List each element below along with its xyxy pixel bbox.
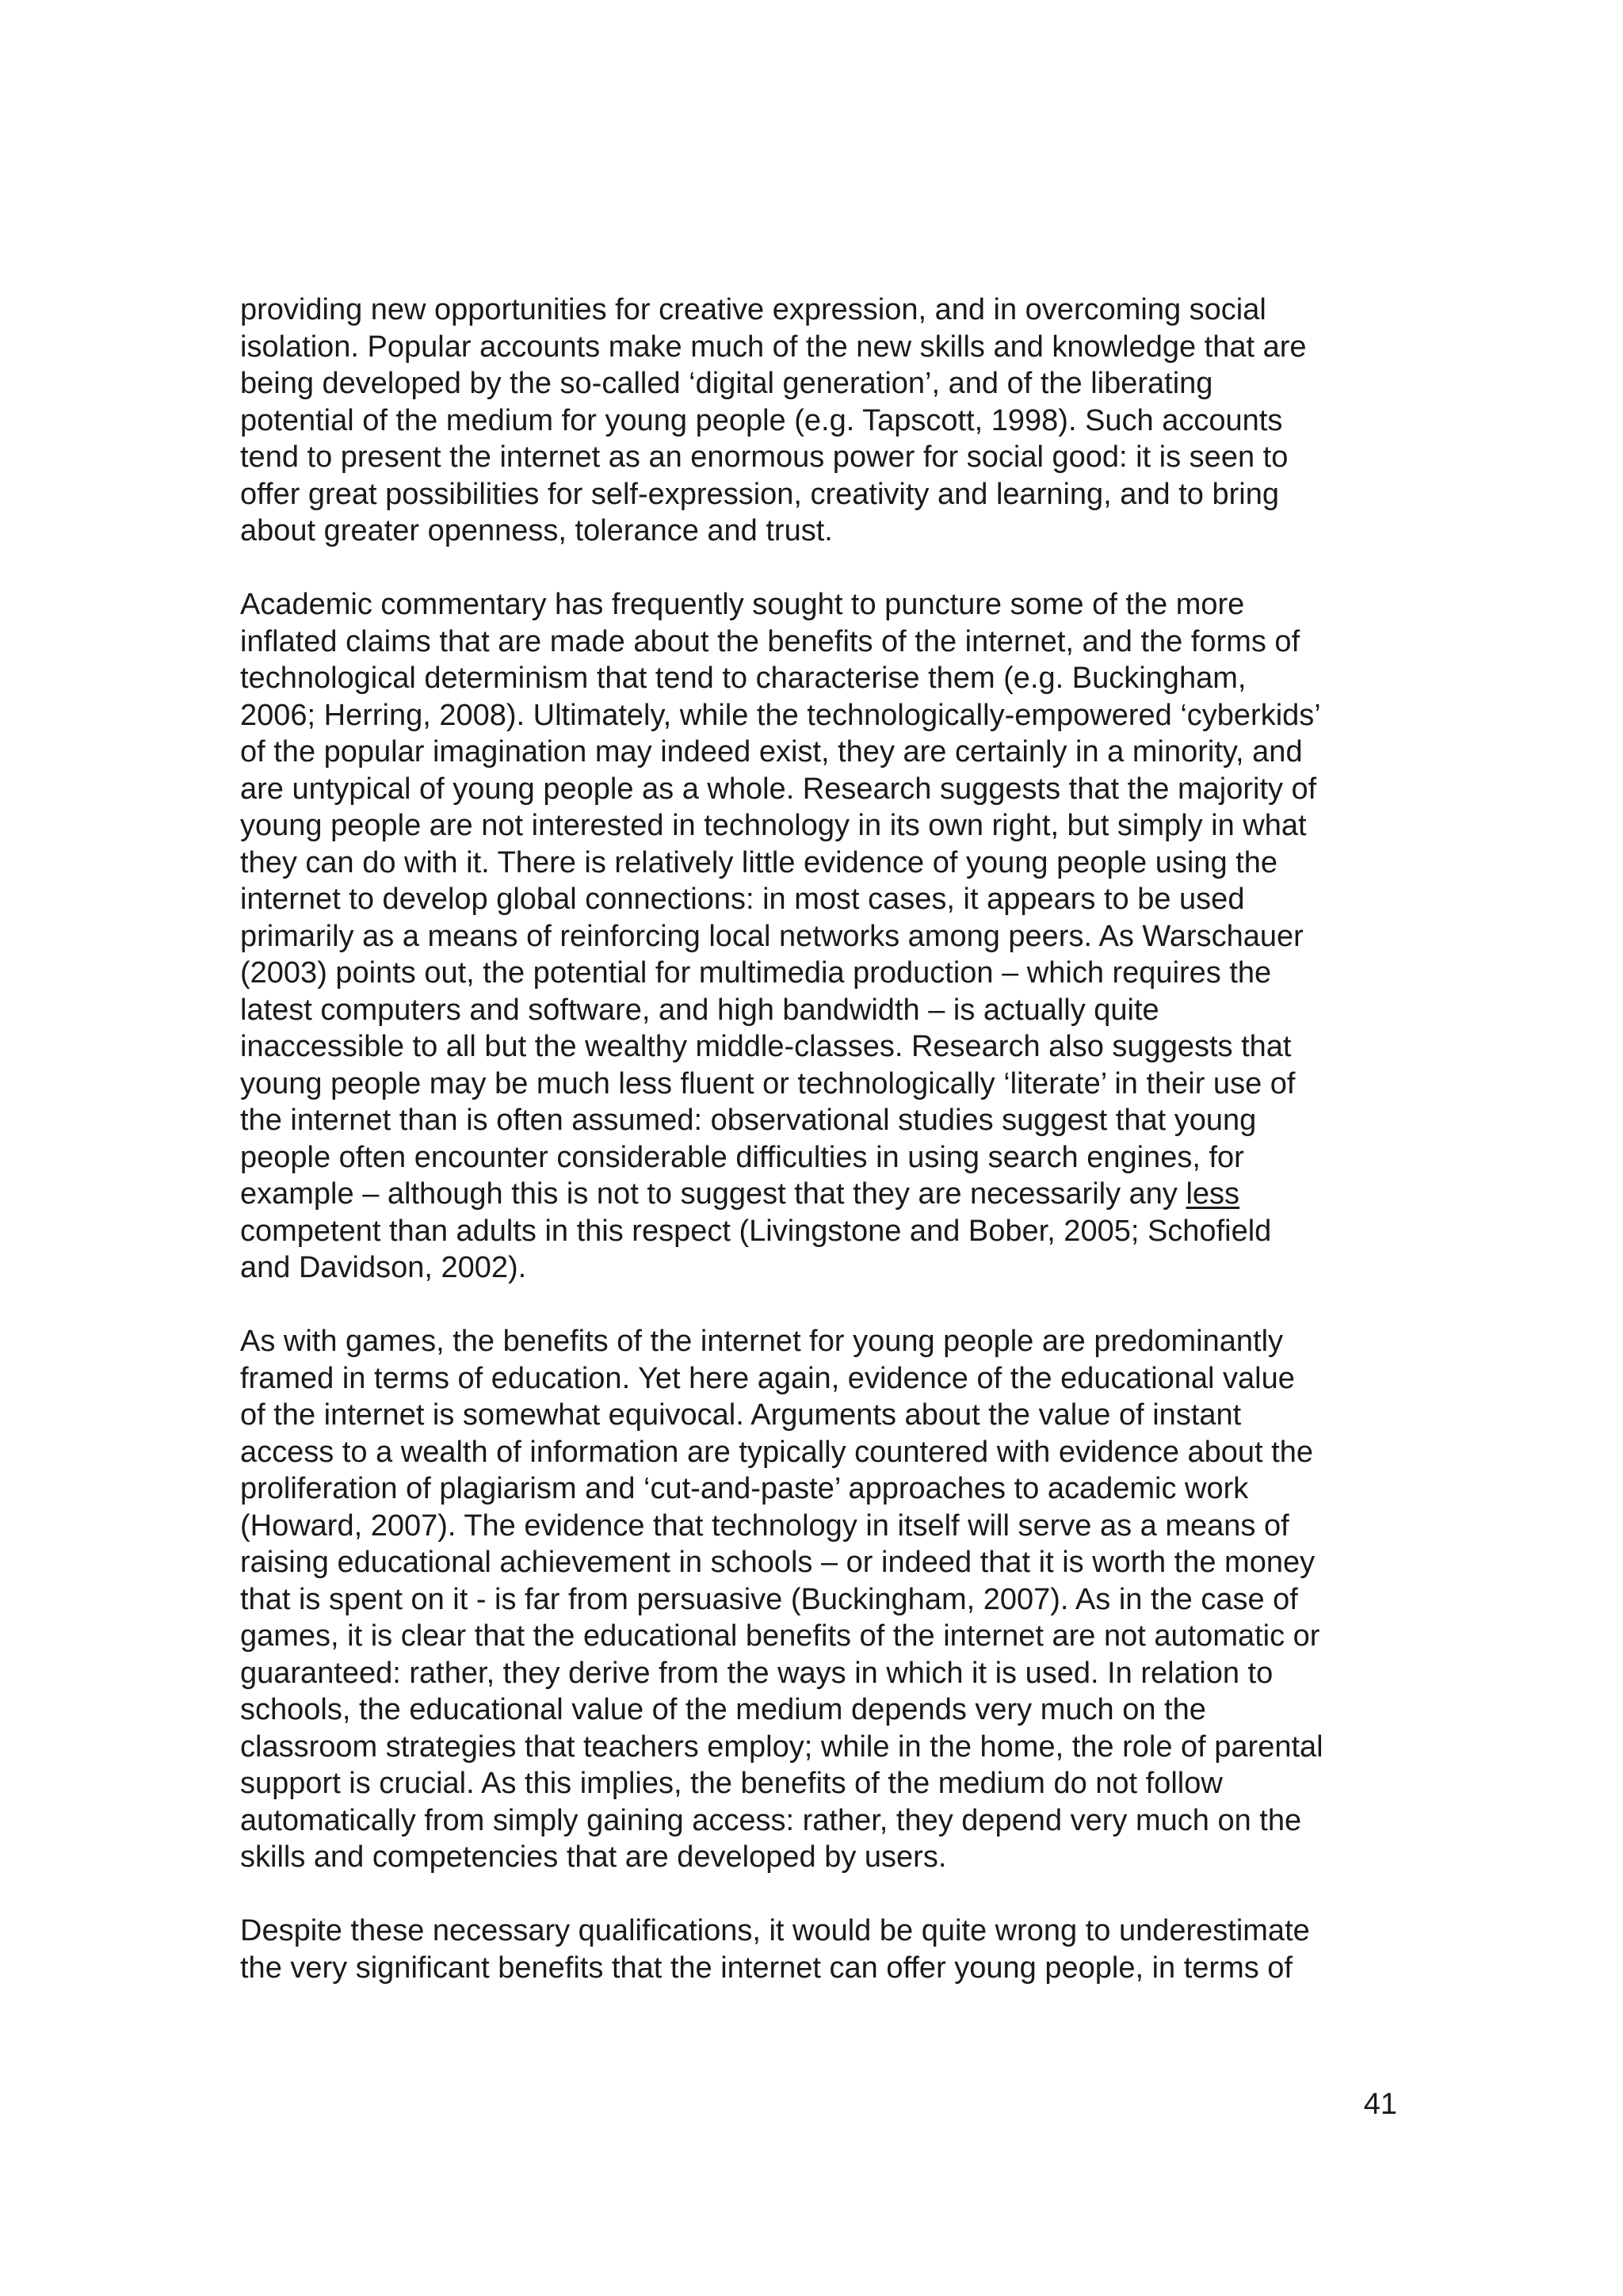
text-line: technological determinism that tend to characterise them (e.g. Buckingham, xyxy=(240,662,1247,695)
text-line: latest computers and software, and high bandwidth – is actually quite xyxy=(240,993,1159,1027)
paragraph-3 xyxy=(240,1323,1413,1876)
text-line: people often encounter considerable difficulties in using search engines, for xyxy=(240,1140,1244,1174)
text-line: competent than adults in this respect (Livingstone and Bober, 2005; Schofield xyxy=(240,1214,1272,1248)
text-line: framed in terms of education. Yet here again, evidence of the educational value xyxy=(240,1361,1295,1395)
paragraph-1 xyxy=(240,292,1413,550)
text-line: (Howard, 2007). The evidence that technology in itself will serve as a means of xyxy=(240,1508,1289,1543)
text-line: guaranteed: rather, they derive from the ways in which it is used. In relation to xyxy=(240,1656,1274,1690)
text-line: offer great possibilities for self-expression, creativity and learning, and to bring xyxy=(240,477,1279,511)
text-line: and Davidson, 2002). xyxy=(240,1251,527,1284)
text-line: 2006; Herring, 2008). Ultimately, while the technologically-empowered ‘cyberkids’ xyxy=(240,698,1321,732)
text-line-segment: example – although this is not to suggest that they are necessarily any xyxy=(240,1177,1186,1211)
underlined-word: less xyxy=(1186,1177,1240,1211)
text-line: about greater openness, tolerance and trust. xyxy=(240,514,833,547)
body-text xyxy=(240,292,1413,1986)
text-line: being developed by the so-called ‘digital generation’, and of the liberating xyxy=(240,367,1213,400)
text-line: proliferation of plagiarism and ‘cut-and-paste’ approaches to academic work xyxy=(240,1472,1249,1505)
text-line: schools, the educational value of the medium depends very much on the xyxy=(240,1693,1206,1726)
text-line: access to a wealth of information are typically countered with evidence about the xyxy=(240,1435,1313,1469)
text-line: the internet than is often assumed: observational studies suggest that young xyxy=(240,1104,1257,1137)
text-line: skills and competencies that are developed by users. xyxy=(240,1840,947,1874)
text-line: providing new opportunities for creative expression, and in overcoming social xyxy=(240,293,1266,326)
text-line: games, it is clear that the educational benefits of the internet are not automatic or xyxy=(240,1619,1320,1653)
text-line: they can do with it. There is relatively little evidence of young people using the xyxy=(240,845,1277,879)
text-line: potential of the medium for young people (e.g. Tapscott, 1998). Such accounts xyxy=(240,403,1283,437)
text-line: As with games, the benefits of the internet for young people are predominantly xyxy=(240,1325,1284,1358)
text-line: of the popular imagination may indeed exist, they are certainly in a minority, and xyxy=(240,735,1303,769)
text-line: inaccessible to all but the wealthy middle-classes. Research also suggests that xyxy=(240,1030,1292,1063)
text-line: internet to develop global connections: in most cases, it appears to be used xyxy=(240,883,1245,916)
text-line: primarily as a means of reinforcing local networks among peers. As Warschauer xyxy=(240,919,1304,953)
text-line: tend to present the internet as an enormous power for social good: it is seen to xyxy=(240,441,1289,474)
text-line-with-emphasis xyxy=(240,1176,1413,1213)
paragraph-2 xyxy=(240,586,1413,1287)
text-line: Despite these necessary qualifications, it would be quite wrong to underestimate xyxy=(240,1914,1310,1947)
page-number: 41 xyxy=(1363,2088,1397,2121)
text-line: young people are not interested in technology in its own right, but simply in what xyxy=(240,809,1307,842)
text-line: support is crucial. As this implies, the benefits of the medium do not follow xyxy=(240,1767,1223,1800)
text-line: classroom strategies that teachers employ; while in the home, the role of parental xyxy=(240,1730,1323,1764)
text-line: raising educational achievement in schools – or indeed that it is worth the money xyxy=(240,1546,1316,1579)
text-line: Academic commentary has frequently sought to puncture some of the more xyxy=(240,588,1245,621)
text-line: young people may be much less fluent or technologically ‘literate’ in their use of xyxy=(240,1066,1296,1100)
text-line: of the internet is somewhat equivocal. Arguments about the value of instant xyxy=(240,1398,1242,1432)
text-line: automatically from simply gaining access: rather, they depend very much on the xyxy=(240,1803,1302,1837)
text-line: (2003) points out, the potential for multimedia production – which requires the xyxy=(240,956,1272,990)
text-line: the very significant benefits that the internet can offer young people, in terms of xyxy=(240,1951,1293,1985)
paragraph-4 xyxy=(240,1913,1413,1986)
text-line: are untypical of young people as a whole. Research suggests that the majority of xyxy=(240,772,1317,806)
text-line: inflated claims that are made about the benefits of the internet, and the forms of xyxy=(240,624,1300,658)
text-line: that is spent on it - is far from persuasive (Buckingham, 2007). As in the case of xyxy=(240,1582,1298,1616)
text-line: isolation. Popular accounts make much of the new skills and knowledge that are xyxy=(240,330,1307,364)
